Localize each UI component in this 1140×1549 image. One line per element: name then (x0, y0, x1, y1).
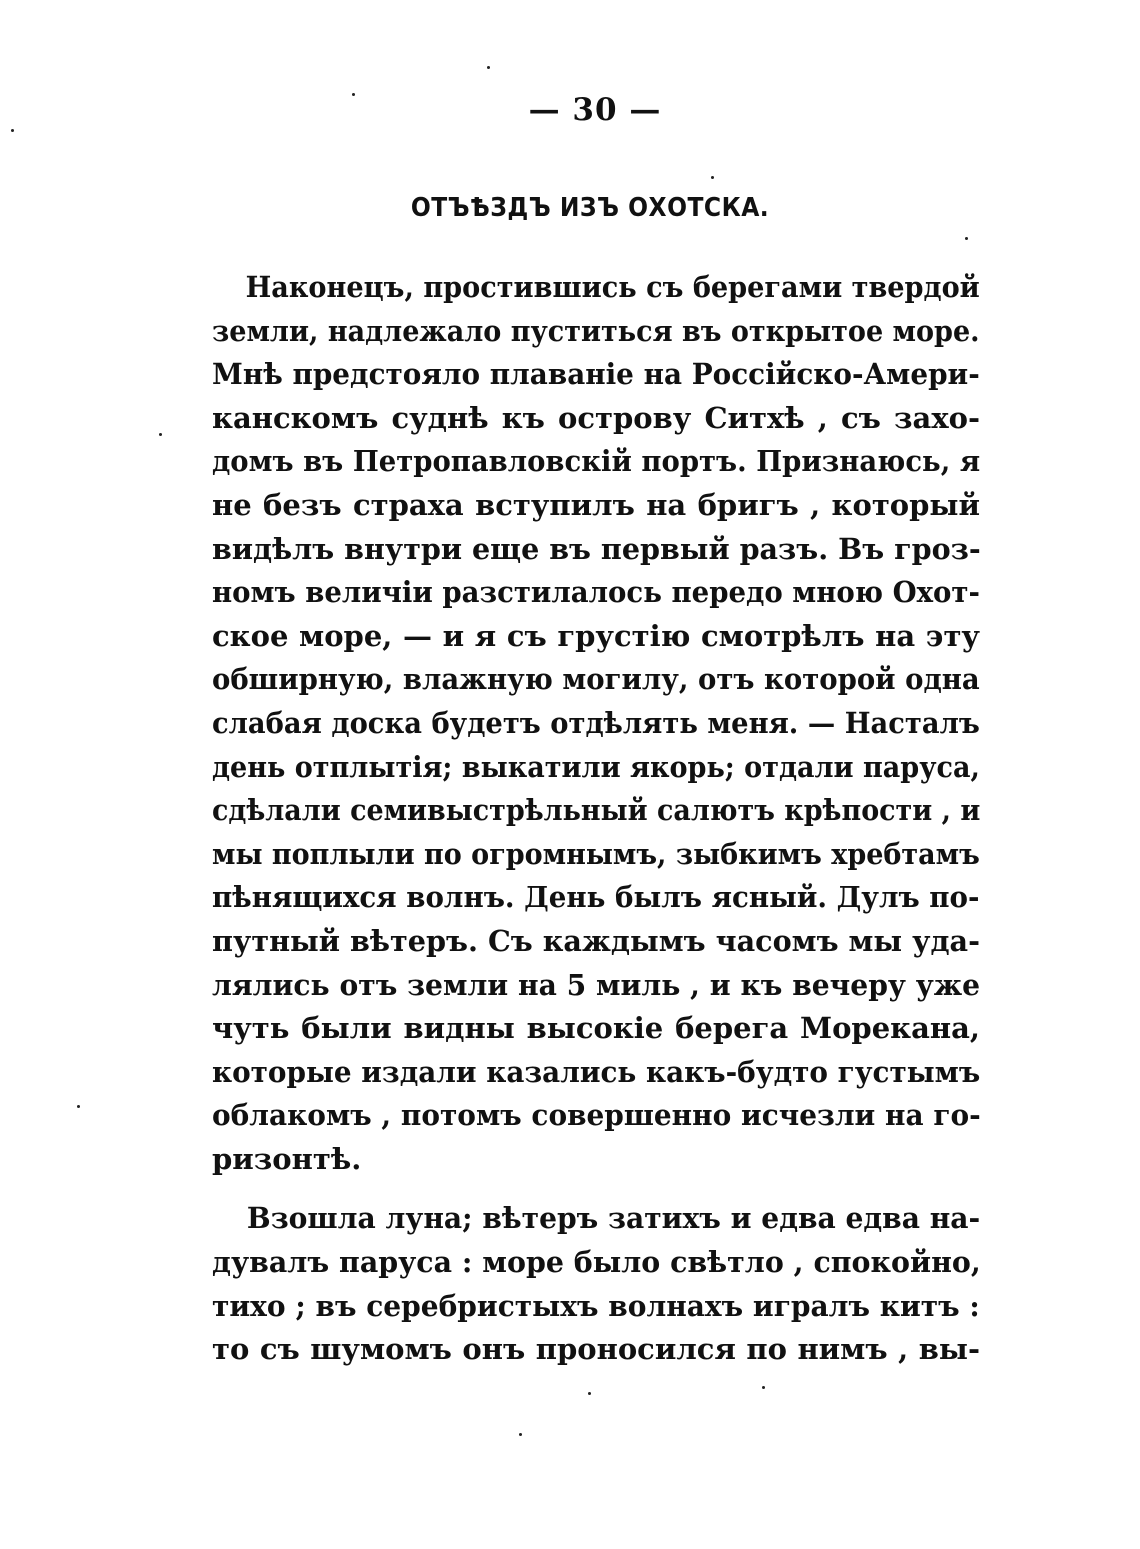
text-line: чуть были видны высокіе берега Морекана, (212, 1011, 980, 1046)
text-line: сдѣлали семивыстрѣльный салютъ крѣпости , и (212, 793, 981, 828)
text-line: обширную, влажную могилу, отъ которой одна (212, 662, 980, 697)
text-line: ское море, — и я съ грустію смотрѣлъ на эту (212, 618, 980, 653)
text-line: слабая доска будетъ отдѣлять меня. — Насталъ (212, 705, 980, 740)
text-line: облакомъ , потомъ совершенно исчезли на го- (212, 1098, 981, 1133)
chapter-title: ОТЪѢЗДЪ ИЗЪ ОХОТСКА. (410, 193, 770, 223)
text-line: ризонтѣ. (212, 1141, 362, 1176)
text-line: путный вѣтеръ. Съ каждымъ часомъ мы уда- (212, 923, 981, 958)
scan-speck (352, 93, 355, 96)
text-line: канскомъ суднѣ къ острову Ситхѣ , съ захо- (212, 400, 980, 435)
text-line: то съ шумомъ онъ проносился по нимъ , вы- (212, 1332, 980, 1367)
text-line: день отплытія; выкатили якорь; отдали паруса, (212, 749, 980, 784)
paragraph (212, 266, 980, 1181)
text-line: домъ въ Петропавловскій портъ. Признаюсь, я (212, 444, 981, 479)
scan-speck (965, 237, 968, 240)
text-line: Взошла луна; вѣтеръ затихъ и едва едва на- (246, 1201, 981, 1236)
text-line: которые издали казались какъ-будто густымъ (212, 1054, 981, 1089)
text-line: не безъ страха вступилъ на бригъ , который (212, 487, 980, 522)
scan-speck (711, 176, 714, 179)
page-number: — 30 — (528, 92, 662, 128)
scan-speck (487, 66, 490, 69)
scan-speck (588, 1392, 591, 1395)
text-line: лялись отъ земли на 5 миль , и къ вечеру уже (212, 967, 981, 1002)
text-line: Мнѣ предстояло плаваніе на Россійско-Амери- (212, 357, 980, 392)
text-line: видѣлъ внутри еще въ первый разъ. Въ гроз- (212, 531, 981, 566)
body-text (212, 266, 980, 1372)
scan-speck (762, 1386, 765, 1389)
scan-speck (159, 433, 162, 436)
text-line: Наконецъ, простившись съ берегами твердой (245, 270, 980, 304)
scan-speck (77, 1105, 80, 1108)
text-line: номъ величіи разстилалось передо мною Охот- (212, 575, 980, 610)
text-line: мы поплыли по огромнымъ, зыбкимъ хребтамъ (212, 836, 980, 871)
scan-speck (11, 129, 14, 132)
text-line: пѣнящихся волнъ. День былъ ясный. Дулъ по- (212, 880, 980, 915)
paragraph (212, 1197, 980, 1371)
scan-speck (519, 1433, 522, 1436)
text-line: тихо ; въ серебристыхъ волнахъ игралъ китъ : (212, 1288, 980, 1323)
text-line: земли, надлежало пуститься въ открытое море. (212, 313, 980, 348)
paragraph-gap (212, 1181, 980, 1197)
text-line: дувалъ паруса : море было свѣтло , спокойно, (212, 1245, 981, 1280)
